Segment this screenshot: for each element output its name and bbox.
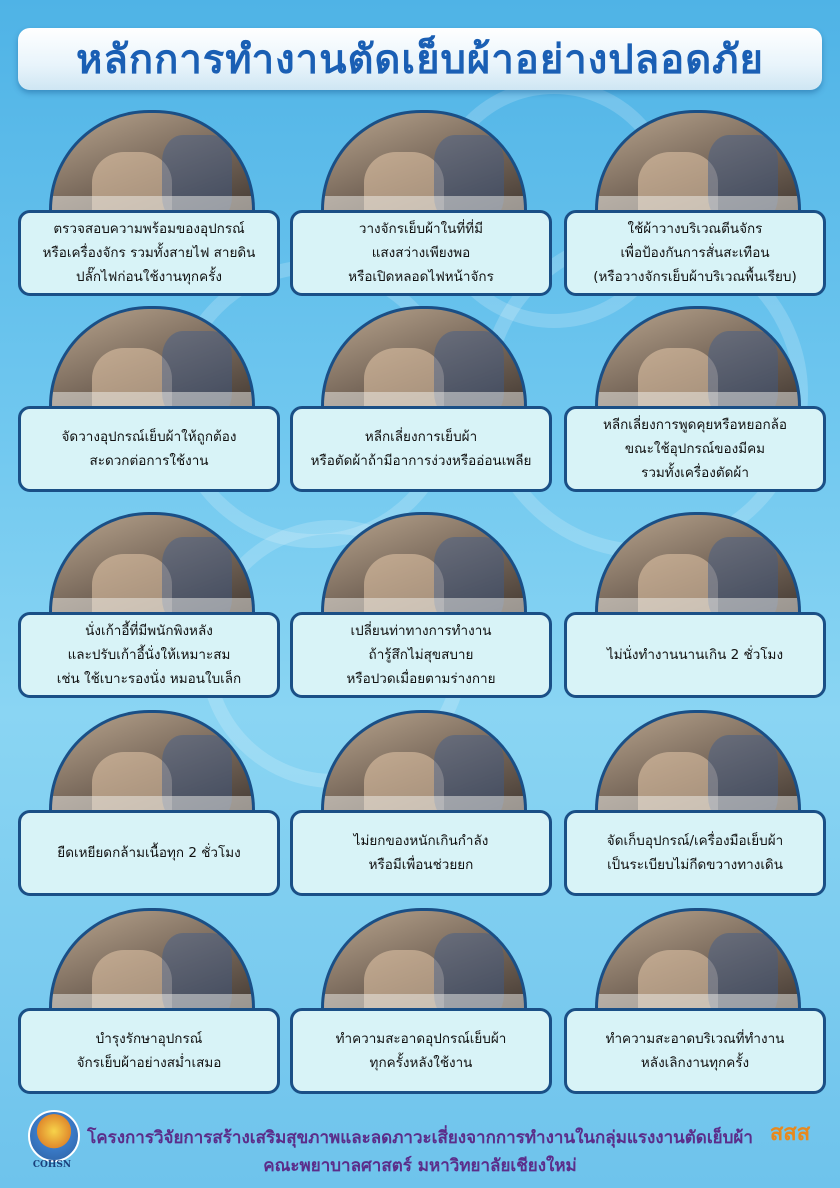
tip-text-box: [564, 1008, 826, 1094]
tip-card: [290, 512, 552, 712]
tip-text: หลีกเลี่ยงการพูดคุยหรือหยอกล้อ ขณะใช้อุปกรณ์ของมีคม รวมทั้งเครื่องตัดผ้า: [602, 417, 788, 481]
tip-photo: [595, 908, 801, 1021]
tip-text: จัดวางอุปกรณ์เย็บผ้าให้ถูกต้อง สะดวกต่อการใช้งาน: [61, 429, 237, 469]
tip-text-box: [290, 810, 552, 896]
tip-photo: [321, 110, 527, 223]
tip-text-box: [290, 612, 552, 698]
tip-text: ตรวจสอบความพร้อมของอุปกรณ์ หรือเครื่องจักร รวมทั้งสายไฟ สายดิน ปลั๊กไฟก่อนใช้งานทุกครั้ง: [42, 221, 256, 285]
footer-faculty-line: คณะพยาบาลศาสตร์ มหาวิทยาลัยเชียงใหม่: [263, 1156, 577, 1176]
tip-card: [564, 512, 826, 712]
tip-card: [564, 110, 826, 310]
tip-text-box: [18, 612, 280, 698]
tip-text-box: [564, 406, 826, 492]
tip-text: วางจักรเย็บผ้าในที่ที่มี แสงสว่างเพียงพอ หรือเปิดหลอดไฟหน้าจักร: [348, 221, 494, 285]
tip-photo: [595, 306, 801, 419]
tip-text: เปลี่ยนท่าทางการทำงาน ถ้ารู้สึกไม่สุขสบาย หรือปวดเมื่อยตามร่างกาย: [346, 623, 496, 687]
tip-card: [290, 710, 552, 910]
tip-text-box: [290, 1008, 552, 1094]
tip-photo: [49, 710, 255, 823]
title-banner: [18, 28, 822, 90]
tip-card: [290, 908, 552, 1108]
tip-card: [290, 110, 552, 310]
tip-text: จัดเก็บอุปกรณ์/เครื่องมือเย็บผ้า เป็นระเบียบไม่กีดขวางทางเดิน: [606, 833, 784, 873]
tip-text: ทำความสะอาดบริเวณที่ทำงาน หลังเลิกงานทุกครั้ง: [605, 1031, 785, 1071]
tip-photo: [49, 512, 255, 625]
thaihealth-logo: สสส: [769, 1121, 811, 1146]
tip-card: [564, 908, 826, 1108]
tip-photo: [49, 908, 255, 1021]
tip-photo: [595, 110, 801, 223]
tip-text: ใช้ผ้าวางบริเวณตีนจักร เพื่อป้องกันการสั่นสะเทือน (หรือวางจักรเย็บผ้าบริเวณพื้นเรียบ): [593, 221, 797, 285]
tip-photo: [595, 512, 801, 625]
tip-photo: [321, 512, 527, 625]
tip-text-box: [18, 810, 280, 896]
tip-text: ทำความสะอาดอุปกรณ์เย็บผ้า ทุกครั้งหลังใช้งาน: [335, 1031, 507, 1071]
tip-text-box: [18, 406, 280, 492]
tip-card: [18, 710, 280, 910]
tip-card: [18, 110, 280, 310]
tip-text: หลีกเลี่ยงการเย็บผ้า หรือตัดผ้าถ้ามีอาการง่วงหรืออ่อนเพลีย: [310, 429, 532, 469]
tip-text: ไม่นั่งทำงานนานเกิน 2 ชั่วโมง: [606, 647, 784, 663]
tip-text-box: [290, 210, 552, 296]
tip-text-box: [290, 406, 552, 492]
tip-text: นั่งเก้าอี้ที่มีพนักพิงหลัง และปรับเก้าอี้นั่งให้เหมาะสม เช่น ใช้เบาะรองนั่ง หมอนใบเล็ก: [56, 623, 242, 687]
tip-text-box: [18, 210, 280, 296]
cohsn-logo: [28, 1110, 80, 1162]
page-title: หลักการทำงานตัดเย็บผ้าอย่างปลอดภัย: [76, 37, 764, 83]
tip-photo: [321, 306, 527, 419]
cohsn-logo-label: COHSN: [32, 1160, 72, 1170]
tip-card: [564, 306, 826, 506]
tip-text: บำรุงรักษาอุปกรณ์ จักรเย็บผ้าอย่างสม่ำเสมอ: [76, 1031, 222, 1071]
tip-photo: [321, 908, 527, 1021]
tip-photo: [49, 306, 255, 419]
tip-card: [290, 306, 552, 506]
tip-card: [564, 710, 826, 910]
tip-text-box: [564, 810, 826, 896]
tip-card: [18, 306, 280, 506]
tip-text: ไม่ยกของหนักเกินกำลัง หรือมีเพื่อนช่วยยก: [353, 833, 489, 873]
footer-project-line: โครงการวิจัยการสร้างเสริมสุขภาพและลดภาวะเสี่ยงจากการทำงานในกลุ่มแรงงานตัดเย็บผ้า: [87, 1128, 753, 1148]
tip-text-box: [564, 612, 826, 698]
tip-photo: [595, 710, 801, 823]
tip-card: [18, 908, 280, 1108]
tip-text-box: [564, 210, 826, 296]
tip-photo: [49, 110, 255, 223]
tip-card: [18, 512, 280, 712]
tip-photo: [321, 710, 527, 823]
tip-text: ยืดเหยียดกล้ามเนื้อทุก 2 ชั่วโมง: [57, 845, 241, 861]
tip-text-box: [18, 1008, 280, 1094]
